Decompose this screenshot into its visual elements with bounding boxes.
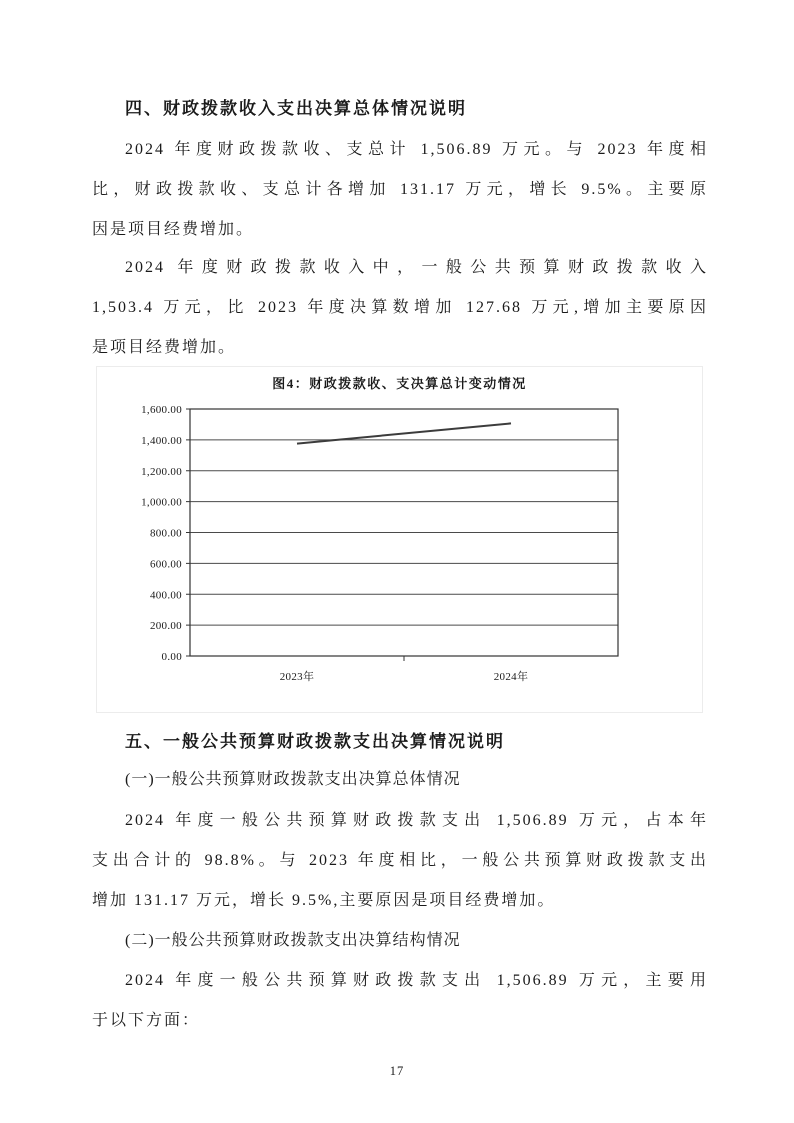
section4-heading: 四、财政拨款收入支出决算总体情况说明 (125, 99, 467, 118)
y-axis-tick-label: 1,400.00 (141, 434, 182, 447)
paragraph-line: 是项目经费增加。 (92, 339, 237, 356)
y-axis-tick-label: 0.00 (161, 651, 182, 663)
y-axis-tick-label: 1,000.00 (141, 496, 182, 509)
paragraph-line: 2024 年度一般公共预算财政拨款支出 1,506.89 万元，主要用 (125, 972, 708, 989)
paragraph-line: 增加 131.17 万元，增长 9.5%,主要原因是项目经费增加。 (92, 892, 556, 909)
y-axis-tick-label: 200.00 (149, 620, 182, 633)
paragraph-line: 2024 年度财政拨款收、支总计 1,506.89 万元。与 2023 年度相 (125, 141, 708, 158)
paragraph-line: 2024 年度一般公共预算财政拨款支出 1,506.89 万元，占本年 (125, 812, 708, 829)
chart-plot-svg (97, 367, 702, 712)
page-number: 17 (389, 1064, 405, 1078)
paragraph-line: 支出合计的 98.8%。与 2023 年度相比，一般公共预算财政拨款支出 (92, 852, 708, 869)
paragraph-line: 1,503.4 万元，比 2023 年度决算数增加 127.68 万元,增加主要原因 (92, 299, 708, 316)
paragraph-line: 因是项目经费增加。 (92, 221, 255, 238)
y-axis-tick-label: 1,600.00 (141, 404, 182, 416)
section4-paragraph-2 (92, 248, 708, 368)
section5-heading: 五、一般公共预算财政拨款支出决算情况说明 (125, 732, 505, 751)
x-axis-tick-label: 2023年 (279, 671, 315, 683)
section5-paragraph-2 (92, 961, 708, 1041)
y-axis-tick-label: 400.00 (149, 589, 182, 602)
paragraph-line: 2024 年度财政拨款收入中，一般公共预算财政拨款收入 (125, 259, 708, 276)
section5-paragraph-1 (92, 801, 708, 921)
x-axis-tick-label: 2024年 (493, 671, 529, 683)
paragraph-line: 于以下方面： (92, 1012, 201, 1029)
section4-paragraph-1 (92, 130, 708, 250)
chart-title: 图4：财政拨款收、支决算总计变动情况 (272, 376, 527, 391)
y-axis-tick-label: 600.00 (149, 558, 182, 571)
data-line (297, 423, 511, 443)
section5-subheading-2: (二)一般公共预算财政拨款支出决算结构情况 (125, 932, 461, 949)
funding-trend-chart (96, 366, 703, 713)
section5-subheading-1: (一)一般公共预算财政拨款支出决算总体情况 (125, 771, 461, 788)
y-axis-tick-label: 800.00 (149, 527, 182, 540)
y-axis-tick-label: 1,200.00 (141, 465, 182, 478)
paragraph-line: 比，财政拨款收、支总计各增加 131.17 万元，增长 9.5%。主要原 (92, 181, 708, 198)
